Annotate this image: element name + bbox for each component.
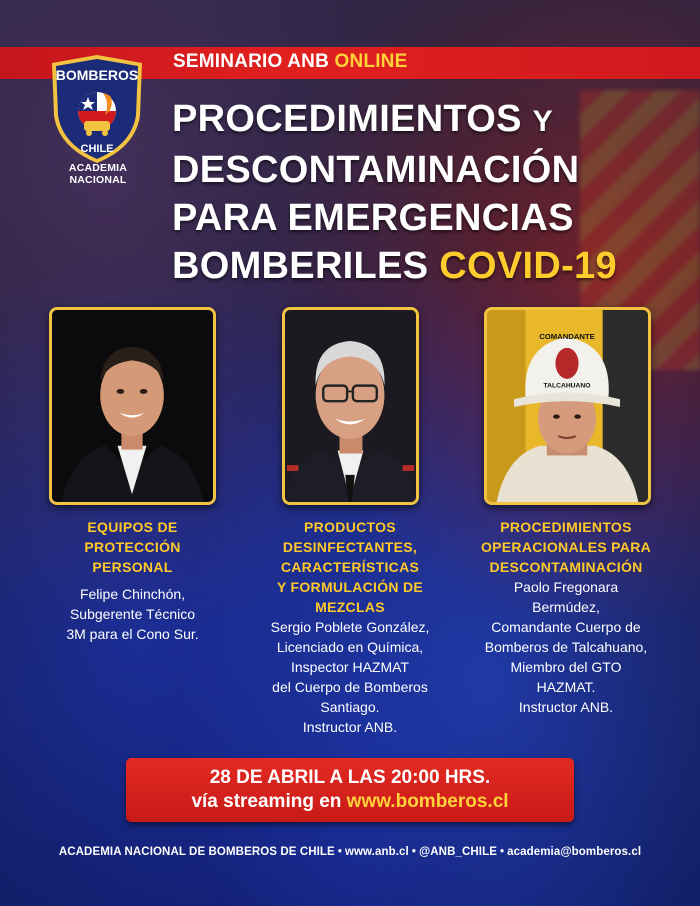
speaker-column-3 (466, 517, 666, 717)
logo-caption: ACADEMIA NACIONAL (68, 162, 128, 186)
speaker-description: Sergio Poblete González, Licenciado en Química, Inspector HAZMAT del Cuerpo de Bomberos Santiago. Instructor ANB. (270, 619, 430, 735)
speaker-column-2 (255, 517, 445, 737)
footer-email-link[interactable]: academia@bomberos.cl (507, 846, 642, 858)
footer-website-link[interactable]: www.anb.cl (344, 846, 409, 858)
event-date: 28 DE ABRIL A LAS 20:00 HRS. (209, 767, 491, 788)
logo-emblem-bottom: CHILE (80, 143, 114, 155)
helmet-label: COMANDANTE (539, 332, 595, 342)
footer-org: ACADEMIA NACIONAL DE BOMBEROS DE CHILE (58, 846, 335, 858)
streaming-link[interactable]: www.bomberos.cl (346, 791, 509, 812)
speaker-description: Paolo Fregonara Bermúdez, Comandante Cuerpo de Bomberos de Talcahuano, Miembro del GTO HAZMAT. Instructor ANB. (484, 579, 648, 715)
speaker-photo-2 (282, 307, 419, 505)
bomberos-chile-logo (48, 53, 146, 165)
title-line-4: BOMBERILES COVID-19 (172, 245, 617, 287)
logo-emblem-top: BOMBEROS (55, 67, 139, 83)
speaker-photo-3 (484, 307, 651, 505)
title-line-3: PARA EMERGENCIAS (172, 197, 574, 239)
speaker-topic: EQUIPOS DE PROTECCIÓN PERSONAL (84, 519, 181, 575)
main-title (172, 95, 692, 290)
footer: ACADEMIA NACIONAL DE BOMBEROS DE CHILE • www.anb.cl • @ANB_CHILE • academia@bomberos.cl (58, 846, 642, 858)
speaker-photo-1 (49, 307, 216, 505)
streaming-line: vía streaming en www.bomberos.cl (191, 791, 509, 812)
title-line-2: DESCONTAMINACIÓN (172, 149, 580, 191)
covid-highlight: COVID-19 (439, 245, 617, 287)
online-tag: ONLINE (334, 51, 408, 72)
speaker-topic: PRODUCTOS DESINFECTANTES, CARACTERÍSTICAS Y FORMULACIÓN DE MEZCLAS (276, 519, 424, 615)
seminar-label: SEMINARIO ANB ONLINE (173, 51, 408, 72)
speaker-topic: PROCEDIMIENTOS OPERACIONALES PARA DESCONTAMINACIÓN (480, 519, 652, 575)
event-banner (126, 758, 574, 822)
speaker-column-1 (45, 517, 220, 644)
footer-social-link[interactable]: @ANB_CHILE (418, 846, 497, 858)
speaker-description: Felipe Chinchón, Subgerente Técnico 3M para el Cono Sur. (66, 586, 199, 642)
helmet-sublabel: TALCAHUANO (543, 382, 591, 390)
title-line-1: PROCEDIMIENTOS Y (172, 98, 553, 140)
